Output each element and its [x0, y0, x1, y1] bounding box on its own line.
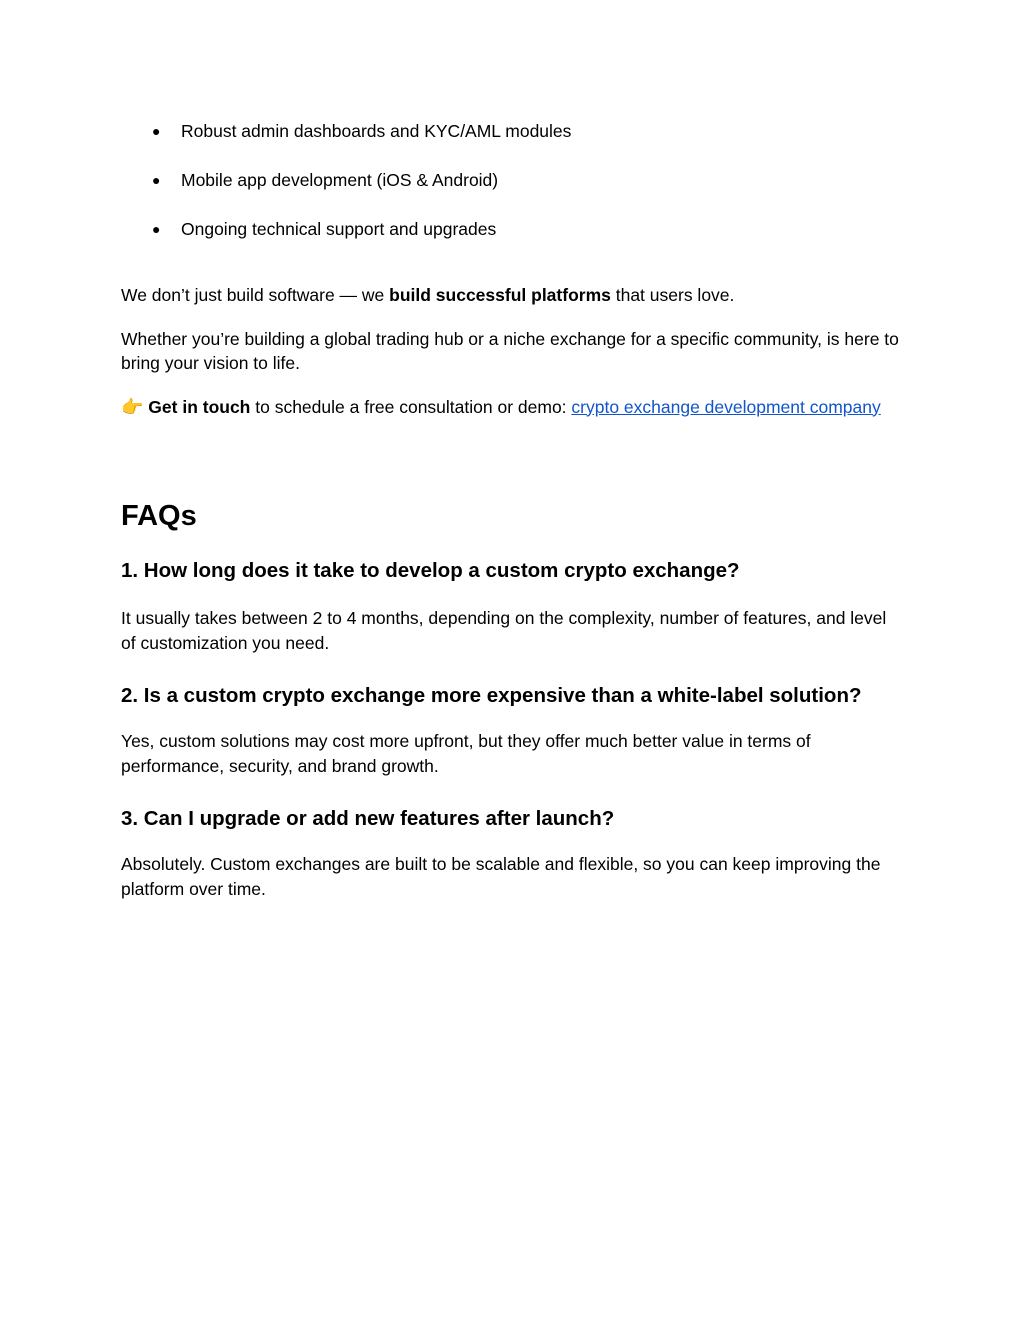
list-item — [121, 216, 901, 242]
faq-heading: FAQs — [121, 500, 197, 532]
feature-list — [121, 118, 901, 242]
paragraph-bold-text: build successful platforms — [389, 285, 611, 305]
bullet-icon: ● — [152, 221, 161, 237]
list-item-text: Robust admin dashboards and KYC/AML modules — [181, 121, 572, 141]
company-link[interactable]: crypto exchange development company — [571, 396, 881, 417]
platforms-paragraph — [121, 283, 901, 308]
vision-paragraph: Whether you’re building a global trading hub or a niche exchange for a specific community, is here to bring your vision to life. — [121, 328, 899, 373]
faq-answer-2: Yes, custom solutions may cost more upfront, but they offer much better value in terms of performance, security, and brand growth. — [121, 731, 811, 776]
bullet-icon: ● — [152, 172, 161, 188]
paragraph-text: that users love. — [610, 285, 735, 305]
get-in-touch-text: Get in touch — [148, 396, 251, 417]
list-item — [121, 167, 901, 193]
bullet-icon: ● — [152, 123, 161, 139]
document-content — [121, 118, 901, 901]
list-item — [121, 118, 901, 144]
faq-question-1: 1. How long does it take to develop a custom crypto exchange? — [121, 559, 740, 582]
list-item-text: Mobile app development (iOS & Android) — [181, 170, 499, 190]
contact-paragraph — [121, 395, 901, 421]
faq-question-2: 2. Is a custom crypto exchange more expensive than a white-label solution? — [121, 684, 862, 707]
list-item-text: Ongoing technical support and upgrades — [181, 219, 497, 239]
faq-answer-3: Absolutely. Custom exchanges are built to be scalable and flexible, so you can keep improving the platform over time. — [121, 854, 881, 899]
paragraph-text: to schedule a free consultation or demo: — [250, 396, 572, 417]
faq-answer-1: It usually takes between 2 to 4 months, depending on the complexity, number of features, and level of customization you need. — [121, 608, 887, 653]
pointing-hand-icon: 👉 — [121, 396, 144, 418]
paragraph-text: We don’t just build software — we — [121, 285, 390, 305]
faq-question-3: 3. Can I upgrade or add new features after launch? — [121, 807, 615, 830]
